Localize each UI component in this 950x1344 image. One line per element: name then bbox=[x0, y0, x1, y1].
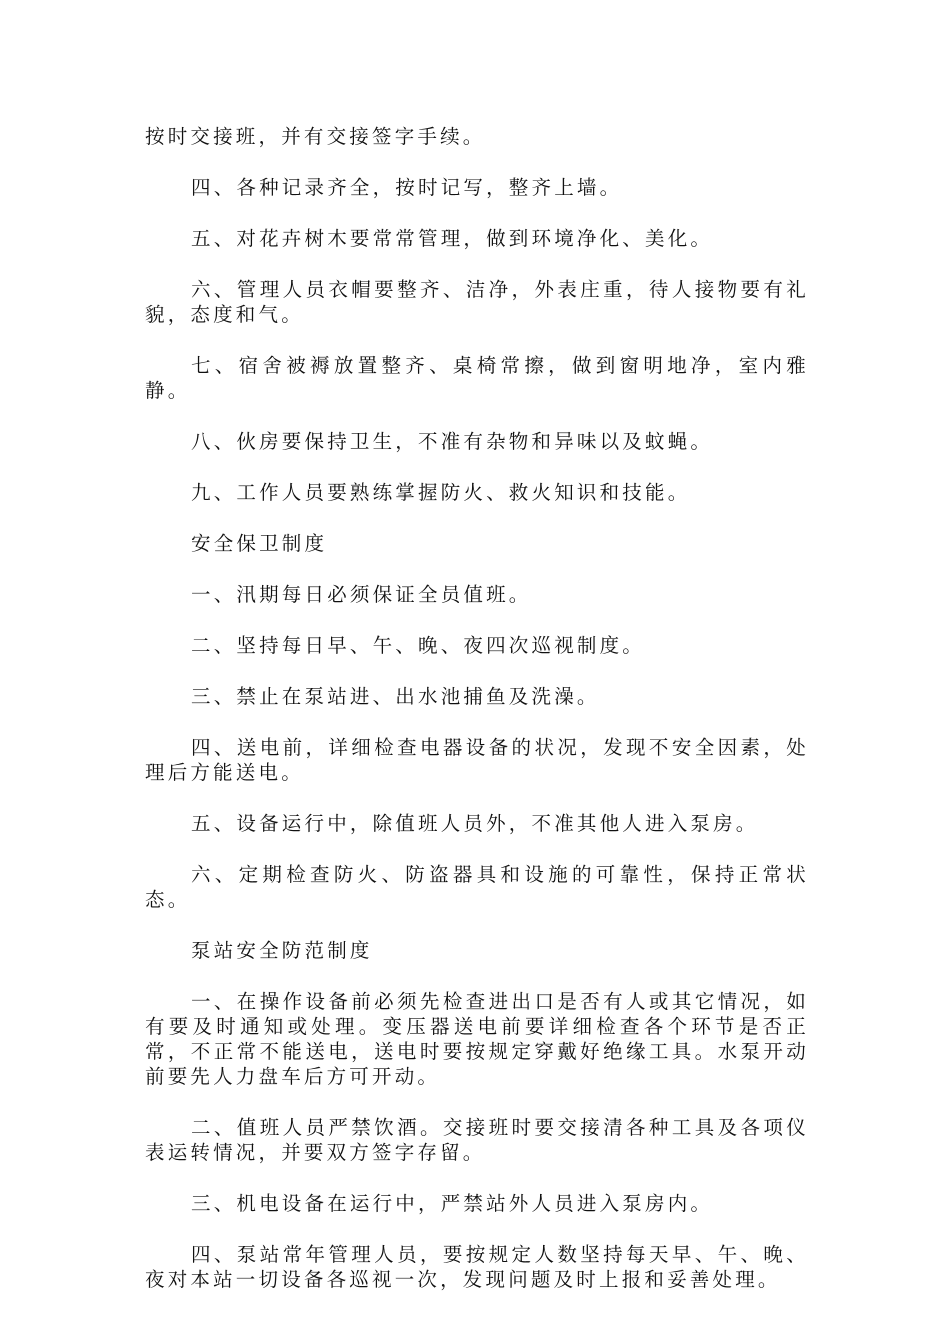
paragraph-rule-5-plants: 五、对花卉树木要常常管理，做到环境净化、美化。 bbox=[191, 227, 714, 250]
paragraph-rule-4-records: 四、各种记录齐全，按时记写，整齐上墙。 bbox=[191, 176, 623, 199]
paragraph-pump-safety-2: 二、值班人员严禁饮酒。交接班时要交接清各种工具及各项仪表运转情况，并要双方签字存留。 bbox=[145, 1116, 809, 1164]
paragraph-security-1: 一、汛期每日必须保证全员值班。 bbox=[191, 583, 532, 606]
document-body bbox=[145, 124, 809, 1318]
paragraph-security-3: 三、禁止在泵站进、出水池捕鱼及洗澡。 bbox=[191, 685, 600, 708]
paragraph-security-6: 六、定期检查防火、防盗器具和设施的可靠性，保持正常状态。 bbox=[145, 863, 809, 911]
paragraph-security-5: 五、设备运行中，除值班人员外，不准其他人进入泵房。 bbox=[191, 812, 759, 835]
paragraph-rule-9-fire-skills: 九、工作人员要熟练掌握防火、救火知识和技能。 bbox=[191, 481, 691, 504]
paragraph-rule-7-dormitory: 七、宿舍被褥放置整齐、桌椅常擦，做到窗明地净，室内雅静。 bbox=[145, 354, 809, 402]
paragraph-rule-8-kitchen: 八、伙房要保持卫生，不准有杂物和异味以及蚊蝇。 bbox=[191, 430, 714, 453]
paragraph-rule-6-attire: 六、管理人员衣帽要整齐、洁净，外表庄重，待人接物要有礼貌，态度和气。 bbox=[145, 278, 809, 326]
paragraph-handover-continuation: 按时交接班，并有交接签字手续。 bbox=[145, 125, 486, 148]
section-heading-pump-station-safety: 泵站安全防范制度 bbox=[191, 939, 373, 962]
paragraph-pump-safety-4: 四、泵站常年管理人员，要按规定人数坚持每天早、午、晚、夜对本站一切设备各巡视一次，发现问题及时上报和妥善处理。 bbox=[145, 1243, 809, 1291]
paragraph-pump-safety-3: 三、机电设备在运行中，严禁站外人员进入泵房内。 bbox=[191, 1192, 714, 1215]
paragraph-security-2: 二、坚持每日早、午、晚、夜四次巡视制度。 bbox=[191, 634, 646, 657]
section-heading-security: 安全保卫制度 bbox=[191, 532, 328, 555]
paragraph-security-4: 四、送电前，详细检查电器设备的状况，发现不安全因素，处理后方能送电。 bbox=[145, 736, 809, 784]
paragraph-pump-safety-1: 一、在操作设备前必须先检查进出口是否有人或其它情况，如有要及时通知或处理。变压器送电前要详细检查各个环节是否正常，不正常不能送电，送电时要按规定穿戴好绝缘工具。水泵开动前要先人力盘车后方可开动。 bbox=[145, 990, 809, 1088]
